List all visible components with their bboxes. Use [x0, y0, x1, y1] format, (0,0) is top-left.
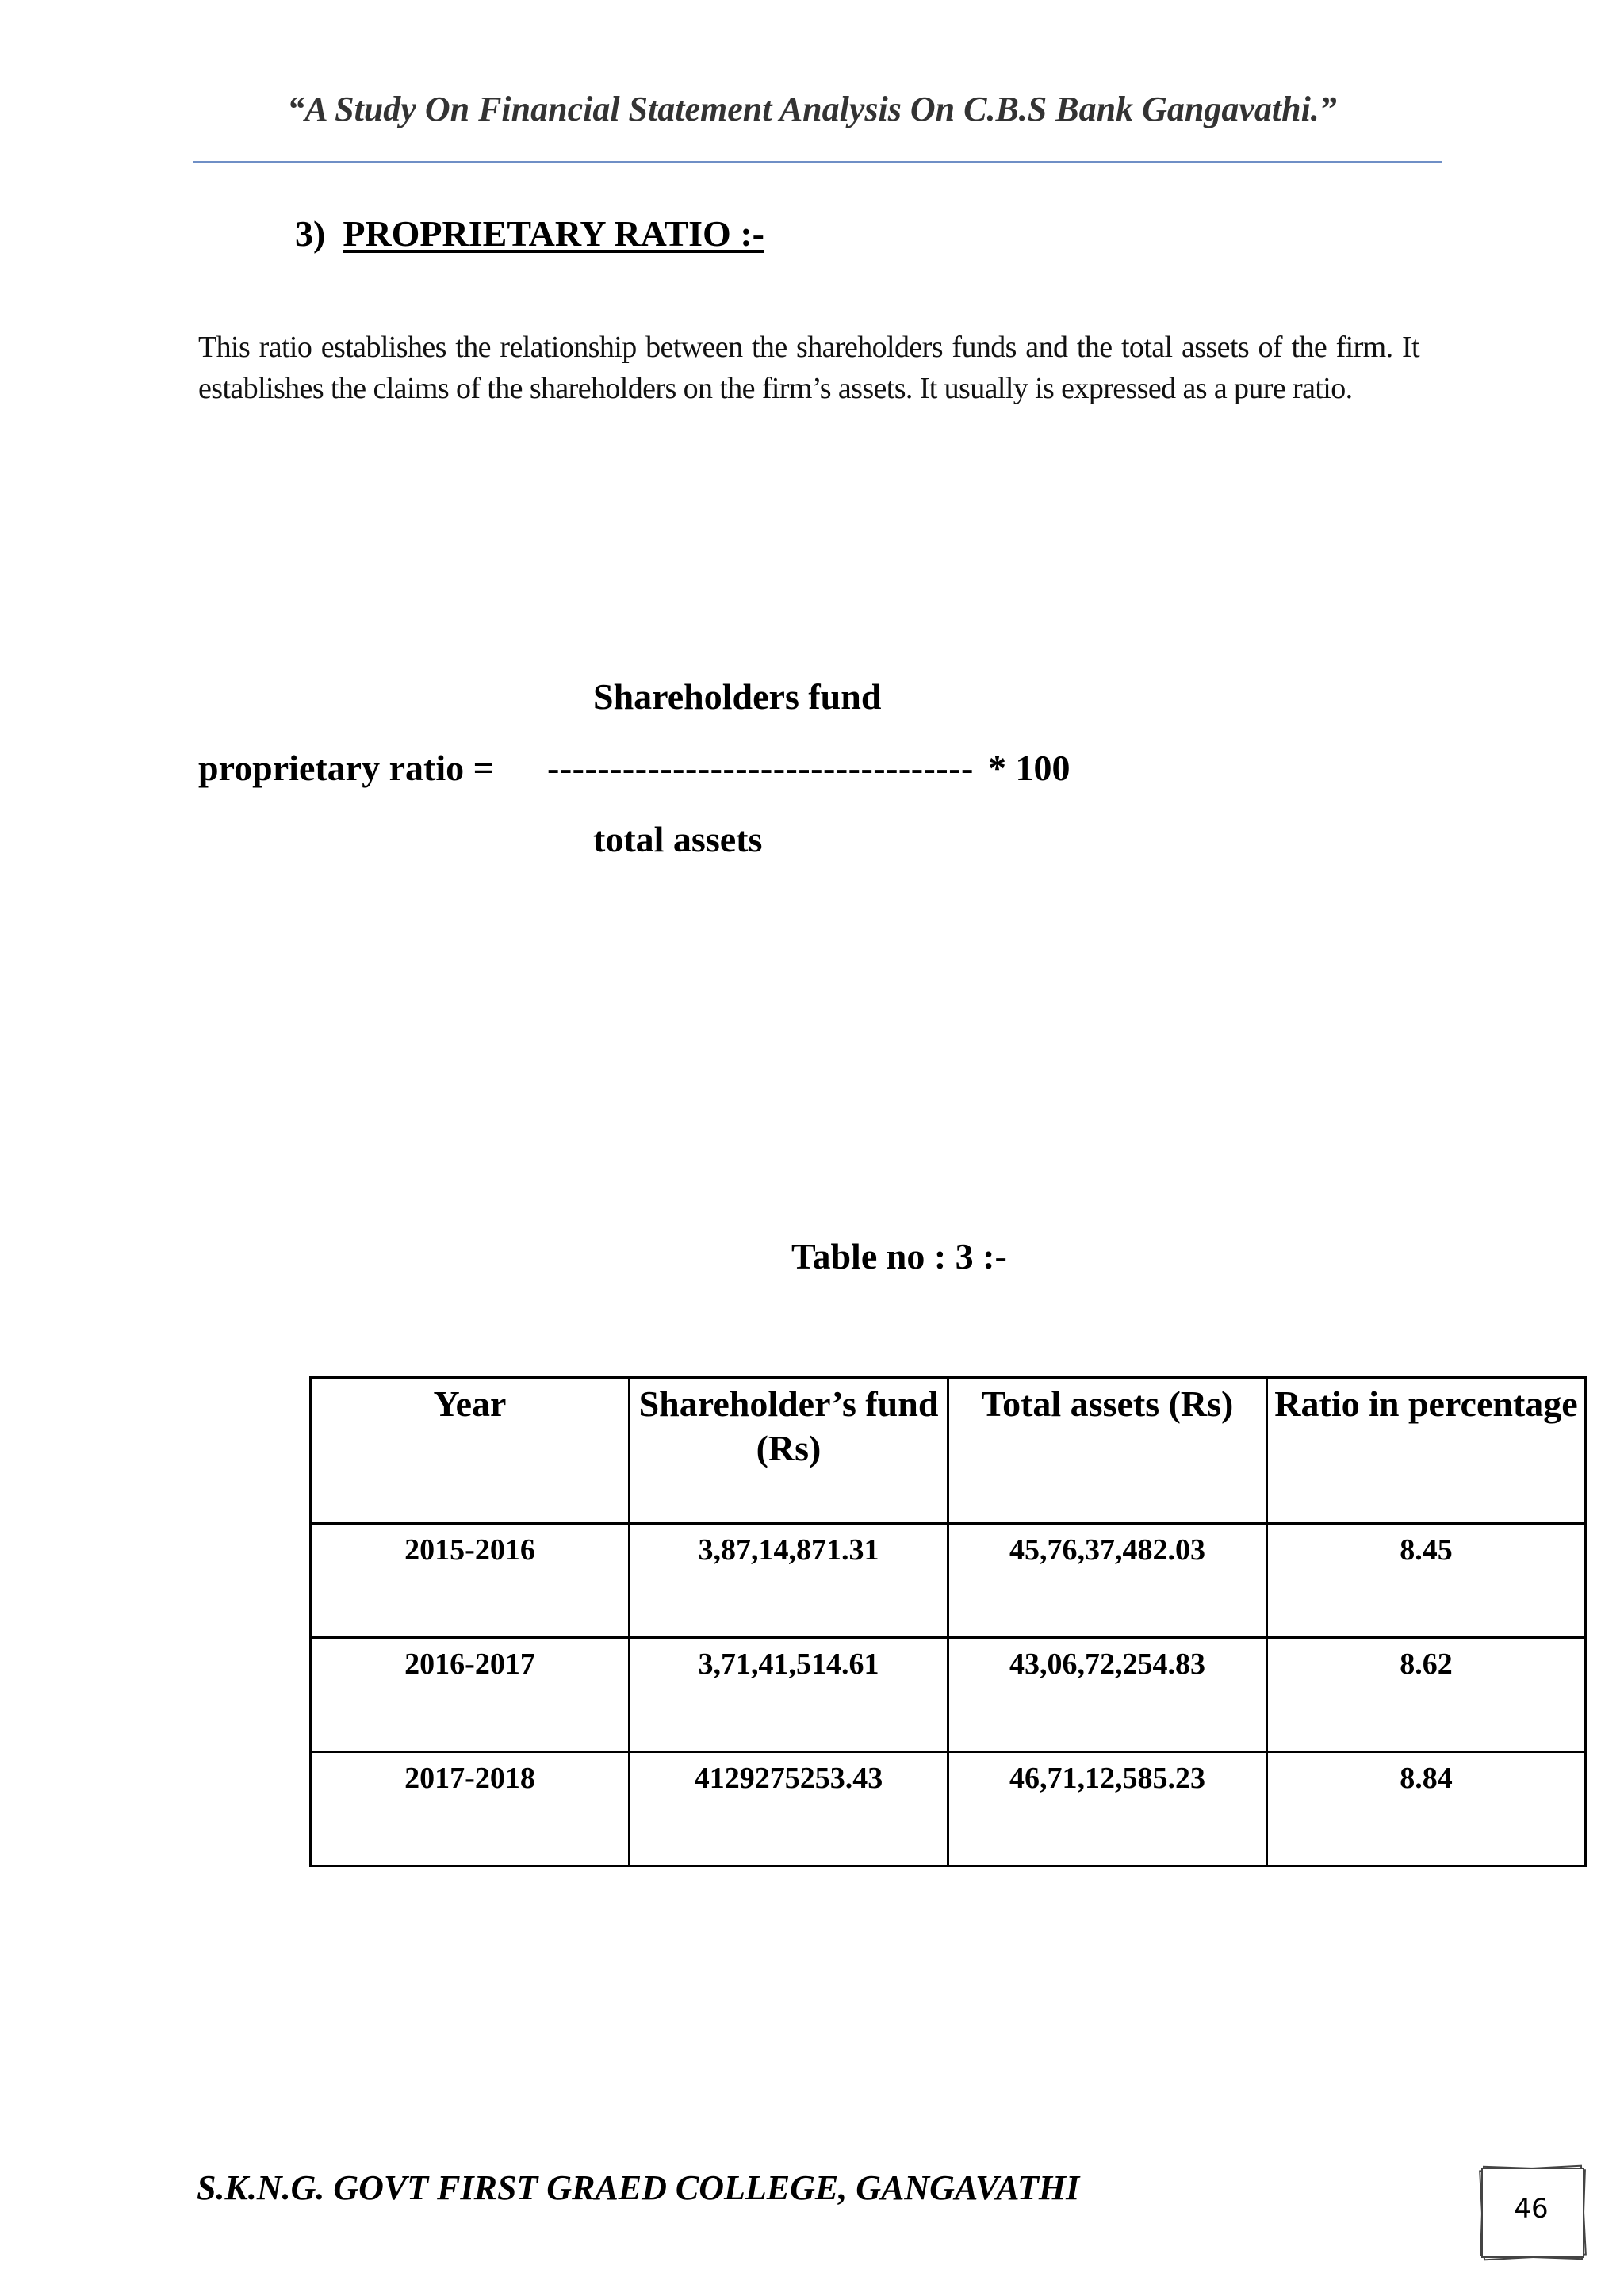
page-number-box — [1481, 2168, 1581, 2255]
column-header-total-assets: Total assets (Rs) — [948, 1378, 1267, 1524]
formula-numerator: Shareholders fund — [593, 676, 882, 717]
cell-ratio: 8.45 — [1267, 1524, 1586, 1638]
column-header-shareholders-fund: Shareholder’s fund (Rs) — [630, 1378, 948, 1524]
formula-fraction-line: ---------------------------------- — [547, 748, 974, 788]
table-row — [311, 1524, 1586, 1638]
cell-year: 2017-2018 — [311, 1752, 630, 1866]
cell-total-assets: 43,06,72,254.83 — [948, 1638, 1267, 1752]
table-row — [311, 1752, 1586, 1866]
cell-year: 2015-2016 — [311, 1524, 630, 1638]
formula-multiplier: * 100 — [988, 748, 1071, 788]
cell-total-assets: 46,71,12,585.23 — [948, 1752, 1267, 1866]
column-header-year: Year — [311, 1378, 630, 1524]
cell-shareholders-fund: 4129275253.43 — [630, 1752, 948, 1866]
section-title: PROPRIETARY RATIO :- — [343, 213, 764, 254]
cell-ratio: 8.84 — [1267, 1752, 1586, 1866]
footer-college-name: S.K.N.G. GOVT FIRST GRAED COLLEGE, GANGAVATHI — [197, 2168, 1080, 2207]
document-header-title: “A Study On Financial Statement Analysis On C.B.S Bank Gangavathi.” — [287, 90, 1337, 128]
cell-shareholders-fund: 3,87,14,871.31 — [630, 1524, 948, 1638]
page-number: 46 — [1514, 2193, 1549, 2225]
ratio-table — [309, 1376, 1587, 1867]
formula-label: proprietary ratio = — [198, 748, 494, 788]
cell-ratio: 8.62 — [1267, 1638, 1586, 1752]
table-header-row — [311, 1378, 1586, 1524]
section-heading — [295, 212, 764, 254]
cell-total-assets: 45,76,37,482.03 — [948, 1524, 1267, 1638]
section-paragraph: This ratio establishes the relationship between the shareholders funds and the total assets of the firm. It establishes the claims of the shareholders on the firm’s assets. It usually is expressed as a pure ratio. — [198, 331, 1419, 405]
column-header-ratio: Ratio in percentage — [1267, 1378, 1586, 1524]
table-caption: Table no : 3 :- — [791, 1236, 1007, 1276]
cell-shareholders-fund: 3,71,41,514.61 — [630, 1638, 948, 1752]
cell-year: 2016-2017 — [311, 1638, 630, 1752]
section-number: 3) — [295, 213, 326, 254]
table-row — [311, 1638, 1586, 1752]
formula-denominator: total assets — [593, 819, 763, 859]
header-divider — [193, 161, 1442, 163]
